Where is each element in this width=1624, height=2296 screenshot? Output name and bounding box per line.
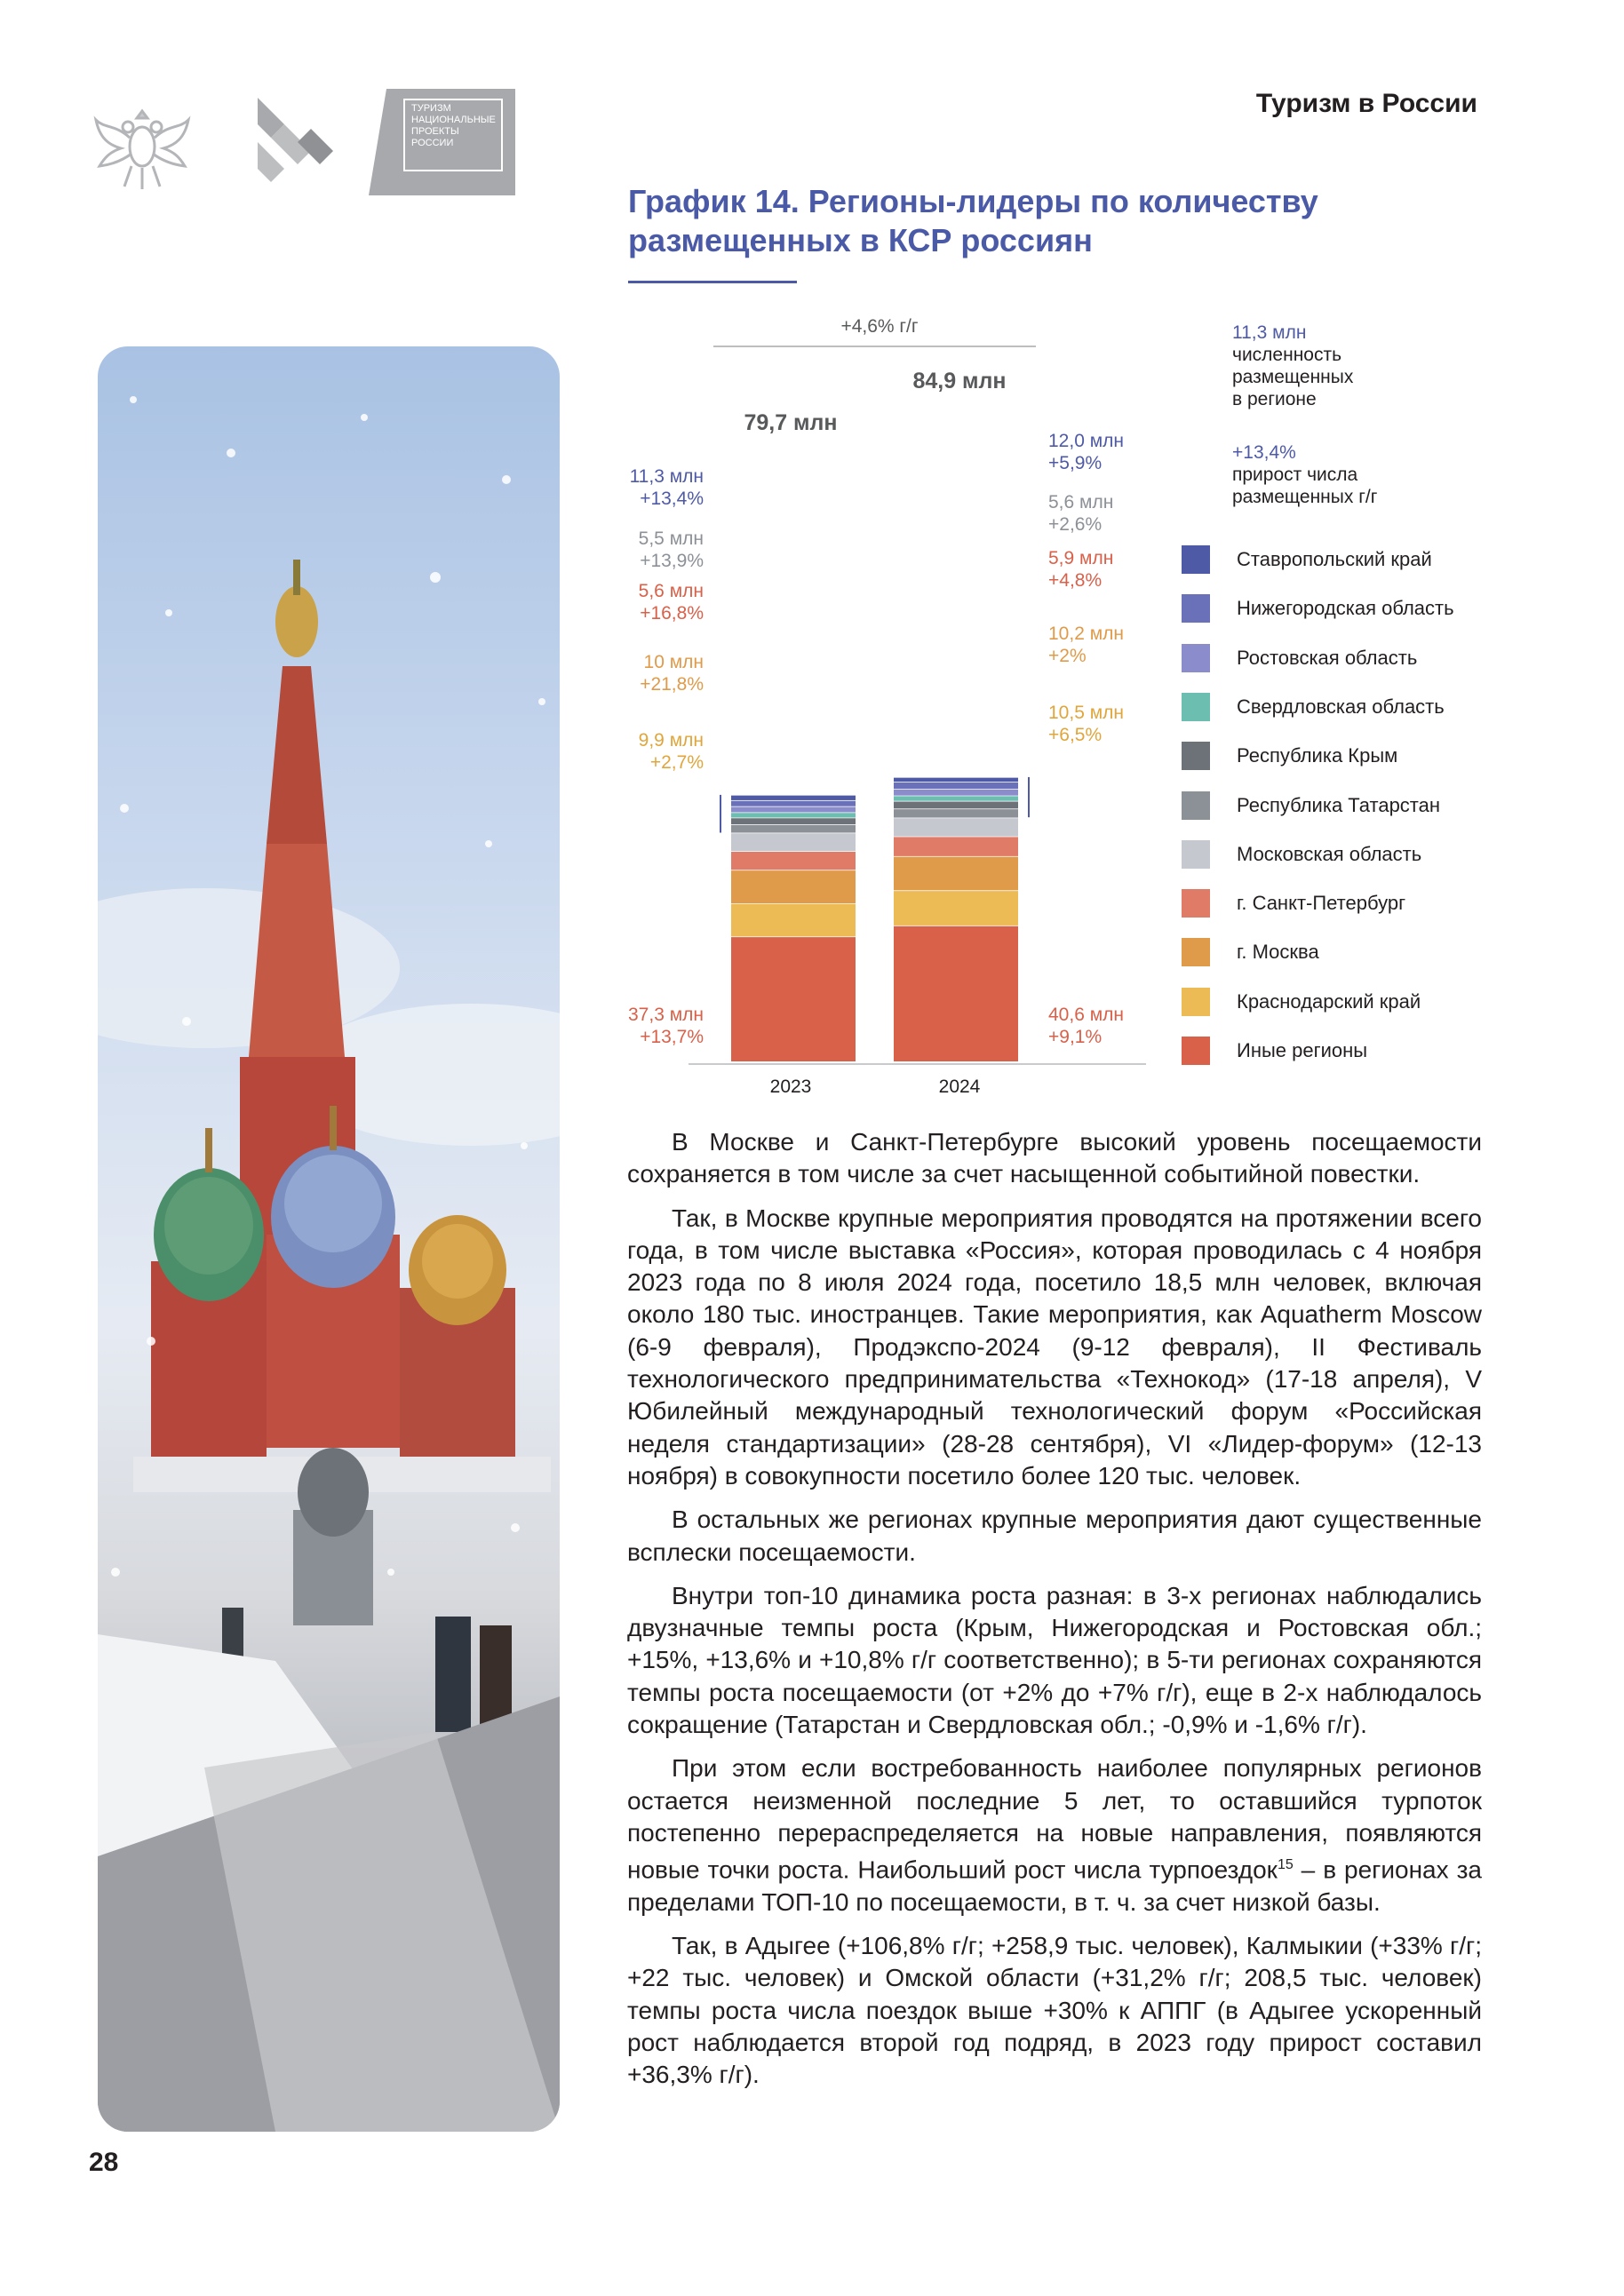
body-text — [627, 1126, 1482, 2103]
legend-swatch — [1182, 791, 1210, 820]
legend-label: Республика Татарстан — [1237, 793, 1441, 816]
paragraph-1: В Москве и Санкт-Петербурге высокий уровень посещаемости сохраняется в том числе за счет насыщенной событийной повестки. — [627, 1128, 1482, 1188]
bar-segment-2024-4 — [894, 818, 1018, 837]
growth-label: +4,6% г/г — [840, 316, 919, 337]
label-2023-other: 37,3 млн +13,7% — [628, 1005, 704, 1047]
page-number: 28 — [89, 2148, 119, 2177]
legend-swatch — [1182, 693, 1210, 721]
legend-swatch — [1182, 742, 1210, 770]
bar-segment-2024-7 — [894, 796, 1018, 801]
legend-label: Свердловская область — [1237, 695, 1445, 718]
legend-label: Республика Крым — [1237, 744, 1398, 767]
label-2024-krasnodar: 10,5 млн +6,5% — [1048, 703, 1124, 745]
legend-item — [1182, 643, 1417, 673]
legend-label: Краснодарский край — [1237, 989, 1421, 1013]
legend-label: Иные регионы — [1237, 1039, 1368, 1061]
bar-segment-2024-9 — [894, 782, 1018, 789]
label-2023-moscow: 10 млн +21,8% — [640, 652, 704, 695]
legend-value-note: 11,3 млн численность размещенных в регионе — [1232, 322, 1354, 409]
legend-label: г. Москва — [1237, 941, 1319, 964]
bar-segment-2023-9 — [731, 800, 856, 806]
legend-item — [1182, 937, 1319, 967]
paragraph-4: Внутри топ-10 динамика роста разная: в 3-х регионах наблюдались двузначные темпы роста (Крым, Нижегородская и Ростовская обл.; +15%, +13,6% и +10,8% г/г соответственно); в 5-ти регионах сохраняются темпы роста посещаемости (от +2% до +7% г/г), еще в 2-х наблюдалось сокращение (Татарстан и Свердловская обл.; -0,9% и -1,6% г/г). — [627, 1581, 1482, 1739]
bar-segment-2023-8 — [731, 806, 856, 813]
legend-item — [1182, 692, 1445, 722]
paragraph-5: При этом если востребованность наиболее популярных регионов остается неизменной последние 5 лет, то оставшийся турпоток постепенно перераспределяется на новые направления, появляются новые точки роста. Наибольший рост числа турпоездок$^{15}$ – в регионах за пределами ТОП-10 по посещаемости, в т. ч. за счет низкой базы. — [627, 1754, 1482, 1916]
bar-segment-2023-3 — [731, 851, 856, 870]
legend-item — [1182, 987, 1421, 1017]
legend-item — [1182, 544, 1432, 575]
label-2023-krasnodar: 9,9 млн +2,7% — [638, 730, 704, 773]
section-title: Туризм в России — [1255, 89, 1477, 118]
bracket-label-2023: 11,3 млн +13,4% — [629, 466, 704, 509]
total-2024: 84,9 млн — [912, 369, 1007, 393]
total-2023: 79,7 млн — [744, 410, 838, 435]
x-tick-2024: 2024 — [938, 1076, 981, 1097]
paragraph-6: Так, в Адыгее (+106,8% г/г; +258,9 тыс. человек), Калмыкии (+33% г/г; +22 тыс. человек) и Омской области (+31,2% г/г; 208,5 тыс. человек) темпы роста числа поездок выше +30% к АППГ (в Адыгее ускоренный рост наблюдается второй год подряд, в 2023 году прирост составил +36,3% г/г). — [627, 1932, 1482, 2089]
legend-item — [1182, 1036, 1367, 1066]
bar-segment-2023-6 — [731, 818, 856, 825]
legend-label: Ставропольский край — [1237, 548, 1432, 570]
legend-label: г. Санкт-Петербург — [1237, 892, 1406, 915]
bar-segment-2024-5 — [894, 808, 1018, 817]
legend-label: Московская область — [1237, 842, 1422, 865]
label-2023-spb: 5,6 млн +16,8% — [638, 581, 704, 624]
label-2024-moscow: 10,2 млн +2% — [1048, 624, 1124, 666]
legend-swatch — [1182, 840, 1210, 869]
bar-segment-2023-0 — [731, 936, 856, 1061]
bar-segment-2024-8 — [894, 789, 1018, 796]
legend-swatch — [1182, 889, 1210, 918]
bar-segment-2024-10 — [894, 777, 1018, 782]
tourism-project-logo: ТУРИЗМ НАЦИОНАЛЬНЫЕ ПРОЕКТЫ РОССИИ — [369, 89, 515, 200]
footnote-ref[interactable]: 15 — [1277, 1857, 1294, 1873]
legend-swatch — [1182, 1037, 1210, 1065]
legend-item — [1182, 741, 1397, 771]
legend-label: Нижегородская область — [1237, 597, 1454, 620]
legend-swatch — [1182, 594, 1210, 623]
legend-swatch — [1182, 938, 1210, 966]
legend-growth-note: +13,4% прирост числа размещенных г/г — [1232, 442, 1378, 507]
bar-segment-2024-3 — [894, 837, 1018, 856]
legend-item — [1182, 888, 1405, 918]
bar-segment-2023-5 — [731, 824, 856, 832]
legend-item — [1182, 593, 1454, 624]
label-2023-moscow-oblast: 5,5 млн +13,9% — [638, 528, 704, 571]
bar-segment-2024-0 — [894, 926, 1018, 1061]
legend-item — [1182, 839, 1421, 870]
paragraph-3: В остальных же регионах крупные мероприятия дают существенные всплески посещаемости. — [627, 1506, 1482, 1566]
bar-segment-2023-10 — [731, 795, 856, 800]
bar-segment-2023-7 — [731, 813, 856, 818]
bracket-label-2024: 12,0 млн +5,9% — [1048, 431, 1124, 473]
legend-swatch — [1182, 644, 1210, 672]
paragraph-2: Так, в Москве крупные мероприятия проводятся на протяжении всего года, в том числе выставка «Россия», которая проводилась с 4 ноября 2023 года по 8 июля 2024 года, посетило 18,5 млн человек, включая около 180 тыс. иностранцев. Такие мероприятия, как Aquatherm Moscow (6-9 февраля), Продэкспо-2024 (9-12 февраля), II Фестиваль технологического предпринимательства «Технокод» (17-18 апреля), V Юбилейный международный технологический форум «Российская неделя стандартизации» (28-28 сентября), VI «Лидер-форум» (12-13 ноября) в совокупности посетило более 120 тыс. человек. — [627, 1204, 1482, 1490]
bar-segment-2024-2 — [894, 856, 1018, 890]
label-2024-spb: 5,9 млн +4,8% — [1048, 548, 1114, 591]
legend-swatch — [1182, 545, 1210, 574]
label-2024-other: 40,6 млн +9,1% — [1048, 1005, 1124, 1047]
bar-segment-2023-1 — [731, 903, 856, 936]
legend-label: Ростовская область — [1237, 646, 1418, 669]
legend-item — [1182, 790, 1440, 821]
bar-segment-2023-2 — [731, 870, 856, 903]
legend-swatch — [1182, 988, 1210, 1016]
label-2024-moscow-oblast: 5,6 млн +2,6% — [1048, 492, 1114, 535]
bar-segment-2024-1 — [894, 890, 1018, 926]
x-tick-2023: 2023 — [769, 1076, 812, 1097]
chart-title: График 14. Регионы-лидеры по количеству размещенных в КСР россиян — [628, 183, 1318, 258]
bar-segment-2023-4 — [731, 833, 856, 852]
bar-segment-2024-6 — [894, 801, 1018, 809]
